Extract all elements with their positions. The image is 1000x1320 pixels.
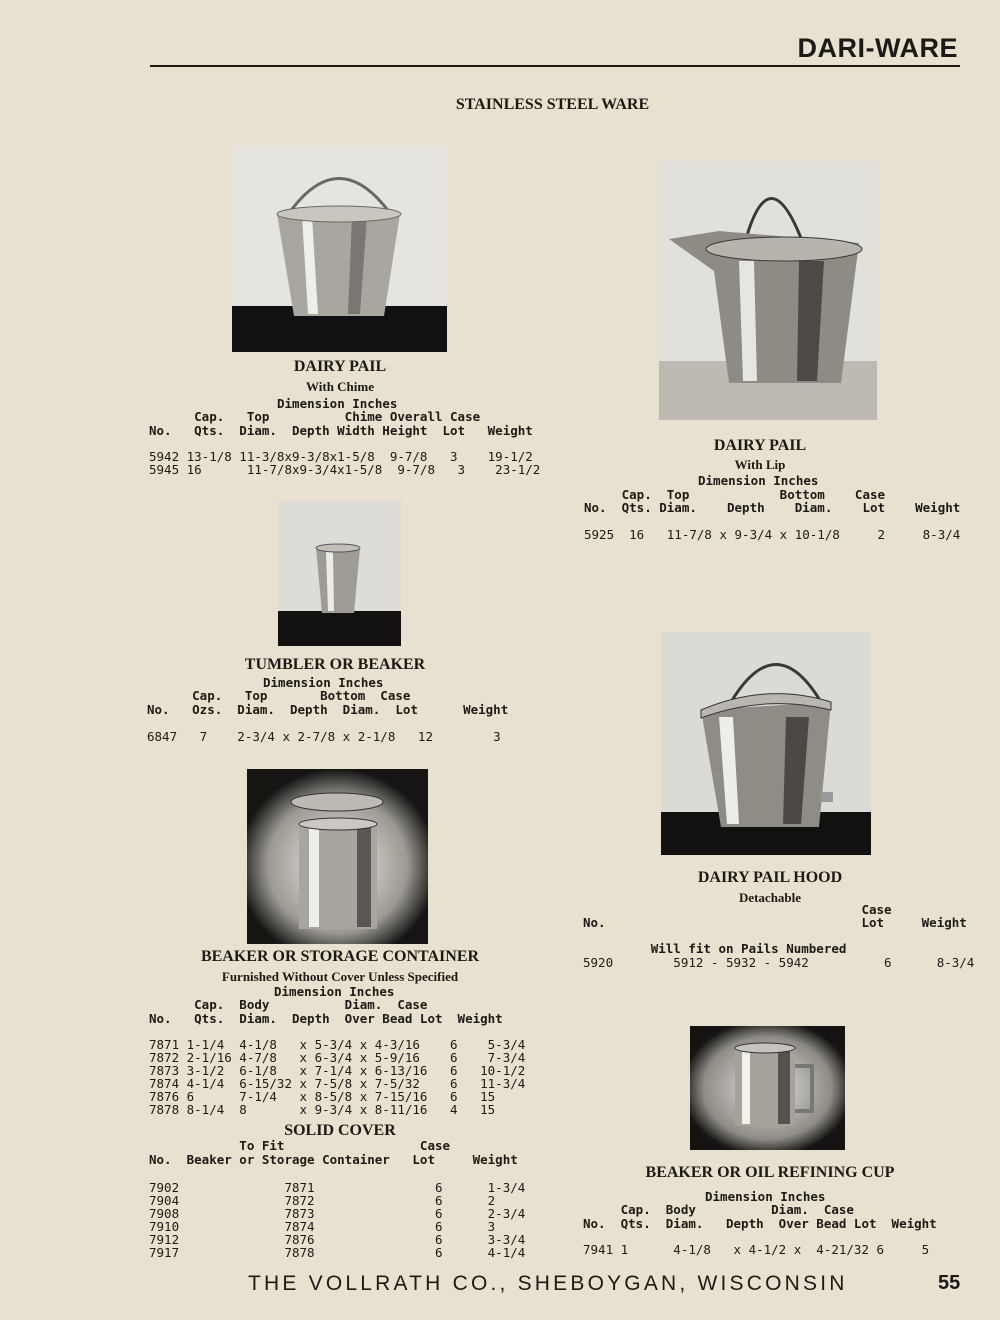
- dairy-pail-lip-row: 5925 16 11-7/8 x 9-3/4 x 10-1/8 2 8-3/4: [584, 527, 961, 542]
- dairy-pail-hood-note: Will fit on Pails Numbered: [583, 941, 847, 956]
- solid-cover-row: 7912 7876 6 3-3/4: [149, 1232, 526, 1247]
- oil-cup-photo: [690, 1026, 845, 1150]
- tumbler-photo: [278, 501, 401, 646]
- brand-title: DARI-WARE: [797, 33, 958, 63]
- header-rule: [150, 65, 960, 67]
- tumbler-row: 6847 7 2-3/4 x 2-7/8 x 2-1/8 12 3: [147, 729, 501, 744]
- oil-cup-dim: Dimension Inches: [705, 1189, 826, 1204]
- dairy-pail-chime-row: 5942 13-1/8 11-3/8x9-3/8x1-5/8 9-7/8 3 19-1/2: [149, 449, 533, 464]
- storage-container-dim: Dimension Inches: [274, 984, 395, 999]
- storage-container-row: 7871 1-1/4 4-1/8 x 5-3/4 x 4-3/16 6 5-3/4: [149, 1037, 526, 1052]
- solid-cover-row: 7904 7872 6 2: [149, 1193, 496, 1208]
- solid-cover-header-2: No. Beaker or Storage Container Lot Weight: [149, 1152, 518, 1167]
- dairy-pail-chime-subtitle: With Chime: [305, 379, 374, 394]
- dairy-pail-chime-header-2: No. Qts. Diam. Depth Width Height Lot Weight: [149, 423, 533, 438]
- page-number: 55: [938, 1272, 961, 1294]
- page-subtitle: STAINLESS STEEL WARE: [455, 96, 650, 113]
- dairy-pail-hood-subtitle: Detachable: [738, 890, 802, 905]
- oil-cup-header-2: No. Qts. Diam. Depth Over Bead Lot Weight: [583, 1216, 937, 1231]
- storage-container-subtitle: Furnished Without Cover Unless Specified: [221, 969, 459, 984]
- dairy-pail-hood-row: 5920 5912 - 5932 - 5942 6 8-3/4: [583, 955, 975, 970]
- dairy-pail-hood-title: DAIRY PAIL HOOD: [697, 869, 843, 886]
- oil-cup-header-1: Cap. Body Diam. Case: [583, 1202, 854, 1217]
- tumbler-header-1: Cap. Top Bottom Case: [147, 688, 411, 703]
- solid-cover-row: 7917 7878 6 4-1/4: [149, 1245, 526, 1260]
- storage-container-row: 7874 4-1/4 6-15/32 x 7-5/8 x 7-5/32 6 11-3/4: [149, 1076, 526, 1091]
- tumbler-header-2: No. Ozs. Diam. Depth Diam. Lot Weight: [147, 702, 509, 717]
- storage-container-row: 7878 8-1/4 8 x 9-3/4 x 8-11/16 4 15: [149, 1102, 496, 1117]
- storage-container-photo: [247, 769, 428, 944]
- storage-container-title: BEAKER OR STORAGE CONTAINER: [200, 948, 480, 965]
- storage-container-row: 7876 6 7-1/4 x 8-5/8 x 7-15/16 6 15: [149, 1089, 496, 1104]
- dairy-pail-hood-header-1: Case: [583, 902, 892, 917]
- solid-cover-row: 7910 7874 6 3: [149, 1219, 496, 1234]
- storage-container-header-2: No. Qts. Diam. Depth Over Bead Lot Weight: [149, 1011, 503, 1026]
- dairy-pail-lip-photo: [659, 161, 877, 420]
- tumbler-title: TUMBLER OR BEAKER: [244, 656, 426, 673]
- storage-container-header-1: Cap. Body Diam. Case: [149, 997, 428, 1012]
- dairy-pail-lip-header-1: Cap. Top Bottom Case: [584, 487, 886, 502]
- dairy-pail-lip-header-2: No. Qts. Diam. Depth Diam. Lot Weight: [584, 500, 961, 515]
- dairy-pail-chime-row: 5945 16 11-7/8x9-3/4x1-5/8 9-7/8 3 23-1/2: [149, 462, 541, 477]
- solid-cover-row: 7902 7871 6 1-3/4: [149, 1180, 526, 1195]
- solid-cover-row: 7908 7873 6 2-3/4: [149, 1206, 526, 1221]
- storage-container-row: 7872 2-1/16 4-7/8 x 6-3/4 x 5-9/16 6 7-3/4: [149, 1050, 526, 1065]
- oil-cup-title: BEAKER OR OIL REFINING CUP: [645, 1164, 895, 1181]
- dairy-pail-chime-header-1: Cap. Top Chime Overall Case: [149, 409, 481, 424]
- oil-cup-row: 7941 1 4-1/8 x 4-1/2 x 4-21/32 6 5: [583, 1242, 930, 1257]
- dairy-pail-lip-title: DAIRY PAIL: [713, 437, 807, 454]
- dairy-pail-lip-dim: Dimension Inches: [698, 473, 819, 488]
- footer-company: THE VOLLRATH CO., SHEBOYGAN, WISCONSIN: [248, 1272, 848, 1295]
- dairy-pail-chime-title: DAIRY PAIL: [293, 358, 387, 375]
- dairy-pail-hood-photo: [661, 632, 871, 855]
- dairy-pail-chime-dim: Dimension Inches: [277, 396, 398, 411]
- dairy-pail-hood-header-2: No. Lot Weight: [583, 915, 967, 930]
- solid-cover-title: SOLID COVER: [284, 1122, 396, 1139]
- storage-container-row: 7873 3-1/2 6-1/8 x 7-1/4 x 6-13/16 6 10-1/2: [149, 1063, 526, 1078]
- tumbler-dim: Dimension Inches: [263, 675, 384, 690]
- dairy-pail-chime-photo: [232, 146, 447, 352]
- solid-cover-header-1: To Fit Case: [149, 1138, 451, 1153]
- dairy-pail-lip-subtitle: With Lip: [734, 457, 786, 472]
